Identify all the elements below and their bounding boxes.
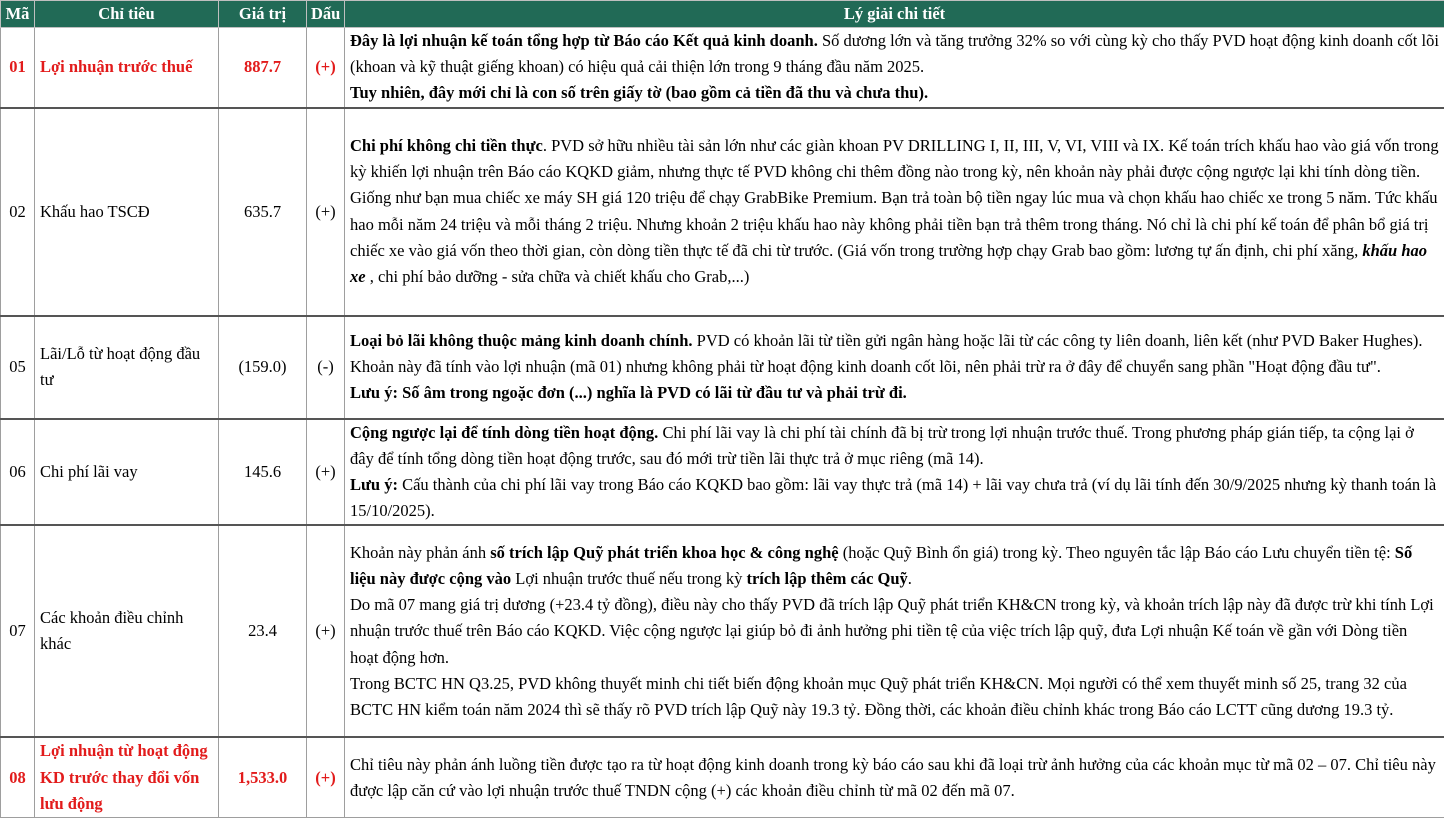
header-value: Giá trị [219,1,307,28]
row-code: 05 [1,316,35,419]
row-indicator: Các khoản điều chỉnh khác [35,525,219,737]
row-value: 23.4 [219,525,307,737]
row-sign: (+) [307,525,345,737]
explanation-text: Chi phí lãi vay là chi phí tài chính đã bị trừ trong lợi nhuận trước thuế. Trong phương pháp gián tiếp, ta cộng lại ở đây để tính tổng dòng tiền hoạt động trước, sau đó mới trừ tiền lãi thực trả ở mục riêng (mã 14). [350,423,1414,468]
row-sign: (+) [307,28,345,108]
table-row-07 [1,525,1444,737]
row-explanation [345,316,1444,419]
explanation-bold: Chi phí không chi tiền thực [350,136,543,155]
row-code: 07 [1,525,35,737]
explanation-paragraph [350,185,1439,290]
explanation-bold: số trích lập Quỹ phát triển khoa học & công nghệ [490,543,838,562]
explanation-text: PVD có khoản lãi từ tiền gửi ngân hàng hoặc lãi từ các công ty liên doanh, liên kết (như PVD Baker Hughes). Khoản này đã tính vào lợi nhuận (mã 01) nhưng không phải từ hoạt động kinh doanh cốt lõi, nên phải trừ ra ở đây để chuyển sang phần "Hoạt động đầu tư". [350,331,1423,376]
row-sign: (+) [307,419,345,526]
explanation-text: Cấu thành của chi phí lãi vay trong Báo cáo KQKD bao gồm: lãi vay thực trả (mã 14) + lãi vay chưa trả (ví dụ lãi tính đến 30/9/2025 nhưng kỳ thanh toán là 15/10/2025). [350,475,1436,520]
explanation-text: , chi phí bảo dưỡng - sửa chữa và chiết khấu cho Grab,...) [366,267,750,286]
header-code: Mã [1,1,35,28]
explanation-text: Khoản này phản ánh [350,543,490,562]
header-explanation: Lý giải chi tiết [345,1,1444,28]
row-code: 02 [1,108,35,316]
explanation-paragraph [350,671,1439,723]
explanation-paragraph [350,28,1439,80]
table-row-01 [1,28,1444,108]
row-sign: (-) [307,316,345,419]
row-explanation [345,108,1444,316]
row-value: 635.7 [219,108,307,316]
row-explanation [345,737,1444,817]
explanation-paragraph [350,540,1439,592]
row-code: 01 [1,28,35,108]
explanation-text: Do mã 07 mang giá trị dương (+23.4 tỷ đồng), điều này cho thấy PVD đã trích lập Quỹ phát triển KH&CN trong kỳ, và khoản trích lập này đã được trừ khi tính Lợi nhuận trước thuế trên Báo cáo KQKD. Việc cộng ngược lại giúp bỏ đi ảnh hưởng phi tiền tệ của việc trích lập quỹ, đưa Lợi nhuận Kế toán về gần với Dòng tiền hoạt động hơn. [350,595,1434,666]
row-indicator: Khấu hao TSCĐ [35,108,219,316]
explanation-paragraph [350,420,1439,472]
explanation-bold: Cộng ngược lại để tính dòng tiền hoạt động. [350,423,658,442]
table-row-05 [1,316,1444,419]
row-indicator: Chi phí lãi vay [35,419,219,526]
explanation-bold: Lưu ý: [350,475,398,494]
explanation-paragraph [350,752,1439,804]
explanation-paragraph [350,592,1439,671]
explanation-text: . PVD sở hữu nhiều tài sản lớn như các giàn khoan PV DRILLING I, II, III, V, VI, VIII và IX. Kế toán trích khấu hao vào giá vốn trong kỳ khiến lợi nhuận trên Báo cáo KQKD giảm, nhưng thực tế PVD không chi thêm đồng nào trong kỳ, nên khoản này phải được cộng ngược lại khi tính dòng tiền. [350,136,1439,181]
explanation-paragraph [350,133,1439,185]
explanation-text: Giống như bạn mua chiếc xe máy SH giá 120 triệu để chạy GrabBike Premium. Bạn trả toàn bộ tiền ngay lúc mua và chọn khấu hao chiếc xe trong 5 năm. Tức khấu hao mỗi năm 24 triệu và mỗi tháng 2 triệu. Nhưng khoản 2 triệu khấu hao này không phải tiền bạn trả thêm trong tháng. Nó chỉ là chi phí kế toán để phân bổ giá trị chiếc xe vào giá vốn theo thời gian, còn dòng tiền thực tế đã chi từ trước. (Giá vốn trong trường hợp chạy Grab bao gồm: lương tự ấn định, chi phí xăng, [350,188,1438,259]
explanation-bold: Số liệu này được cộng vào [350,543,1412,588]
row-explanation [345,28,1444,108]
explanation-text: . [908,569,912,588]
row-explanation [345,525,1444,737]
explanation-text: Trong BCTC HN Q3.25, PVD không thuyết minh chi tiết biến động khoản mục Quỹ phát triển KH&CN. Mọi người có thể xem thuyết minh số 25, trang 32 của BCTC HN kiểm toán năm 2024 thì sẽ thấy rõ PVD trích lập Quỹ này 19.3 tỷ. Đồng thời, các khoản điều chỉnh khác trong Báo cáo LCTT cũng dương 19.3 tỷ. [350,674,1407,719]
table-header-row [1,1,1444,28]
row-sign: (+) [307,737,345,817]
row-indicator: Lãi/Lỗ từ hoạt động đầu tư [35,316,219,419]
row-value: (159.0) [219,316,307,419]
explanation-bold-italic: khấu hao xe [350,241,1427,286]
table-row-06 [1,419,1444,526]
explanation-text: Số dương lớn và tăng trưởng 32% so với cùng kỳ cho thấy PVD hoạt động kinh doanh cốt lõi (khoan và kỹ thuật giếng khoan) có hiệu quả cải thiện lớn trong 9 tháng đầu năm 2025. [350,31,1439,76]
explanation-bold: Loại bỏ lãi không thuộc mảng kinh doanh chính. [350,331,693,350]
header-indicator: Chỉ tiêu [35,1,219,28]
explanation-paragraph [350,328,1439,380]
row-indicator: Lợi nhuận từ hoạt động KD trước thay đổi vốn lưu động [35,737,219,817]
row-indicator: Lợi nhuận trước thuế [35,28,219,108]
explanation-bold: trích lập thêm các Quỹ [746,569,907,588]
row-value: 1,533.0 [219,737,307,817]
explanation-bold: Đây là lợi nhuận kế toán tổng hợp từ Báo cáo Kết quả kinh doanh. [350,31,818,50]
explanation-paragraph [350,80,1439,106]
row-code: 06 [1,419,35,526]
explanation-paragraph [350,472,1439,524]
explanation-bold: Lưu ý: Số âm trong ngoặc đơn (...) nghĩa là PVD có lãi từ đầu tư và phải trừ đi. [350,383,907,402]
row-code: 08 [1,737,35,817]
table-row-02 [1,108,1444,316]
table-row-08 [1,737,1444,817]
explanation-text: Chỉ tiêu này phản ánh luồng tiền được tạo ra từ hoạt động kinh doanh trong kỳ báo cáo sau khi đã loại trừ ảnh hưởng của các khoản mục từ mã 02 – 07. Chỉ tiêu này được lập căn cứ vào lợi nhuận trước thuế TNDN cộng (+) các khoản điều chỉnh từ mã 02 đến mã 07. [350,755,1436,800]
explanation-text: Lợi nhuận trước thuế nếu trong kỳ [511,569,746,588]
row-sign: (+) [307,108,345,316]
header-sign: Dấu [307,1,345,28]
explanation-paragraph [350,380,1439,406]
row-explanation [345,419,1444,526]
row-value: 887.7 [219,28,307,108]
row-value: 145.6 [219,419,307,526]
explanation-bold: Tuy nhiên, đây mới chỉ là con số trên giấy tờ (bao gồm cả tiền đã thu và chưa thu). [350,83,928,102]
explanation-text: (hoặc Quỹ Bình ổn giá) trong kỳ. Theo nguyên tắc lập Báo cáo Lưu chuyển tiền tệ: [839,543,1395,562]
